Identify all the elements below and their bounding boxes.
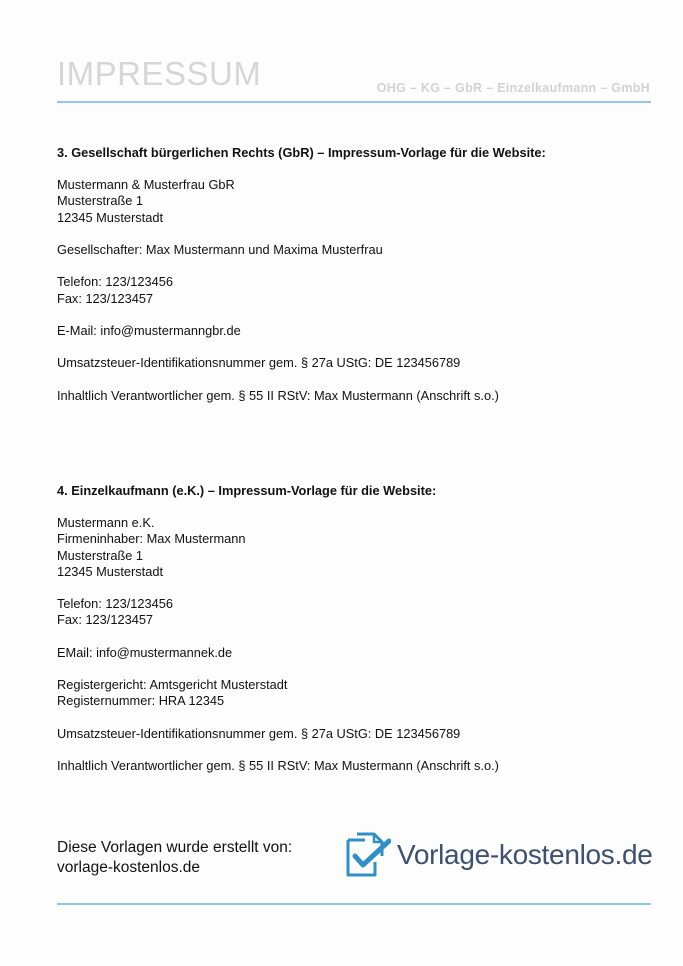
text-line: Telefon: 123/123456 — [57, 274, 173, 290]
text-line: Musterstraße 1 — [57, 193, 144, 209]
register-block — [57, 677, 651, 709]
text-line: Umsatzsteuer-Identifikationsnummer gem. § 27a UStG: DE 123456789 — [57, 725, 461, 741]
text-line: Telefon: 123/123456 — [57, 596, 173, 612]
text-line: Fax: 123/123457 — [57, 290, 154, 306]
document-check-icon — [345, 832, 391, 878]
text-line: Mustermann e.K. — [57, 515, 155, 531]
email-block — [57, 645, 651, 661]
text-line: Mustermann & Musterfrau GbR — [57, 177, 235, 193]
text-line: Inhaltlich Verantwortlicher gem. § 55 II RStV: Max Mustermann (Anschrift s.o.) — [57, 758, 499, 774]
section-heading: 3. Gesellschaft bürgerlichen Rechts (GbR) – Impressum-Vorlage für die Website: — [57, 145, 546, 160]
footer-line: Diese Vorlagen wurde erstellt von: — [57, 839, 293, 856]
responsible-block — [57, 388, 651, 404]
phone-block — [57, 274, 651, 306]
section-einzelkaufmann — [57, 483, 651, 791]
brand-logo[interactable] — [345, 831, 655, 879]
text-line: 12345 Musterstadt — [57, 209, 163, 225]
page-title: IMPRESSUM — [57, 55, 262, 92]
text-line: 12345 Musterstadt — [57, 563, 163, 579]
section-heading: 4. Einzelkaufmann (e.K.) – Impressum-Vorlage für die Website: — [57, 483, 437, 498]
text-line: Gesellschafter: Max Mustermann und Maxima Musterfrau — [57, 242, 383, 257]
partners-block — [57, 242, 651, 258]
footer-divider — [57, 903, 651, 905]
text-line: Registernummer: HRA 12345 — [57, 693, 225, 709]
section-gbr — [57, 145, 651, 420]
logo-text: Vorlage-kostenlos.de — [397, 839, 653, 870]
text-line: Firmeninhaber: Max Mustermann — [57, 531, 246, 547]
footer-credit — [57, 838, 292, 877]
vat-block — [57, 726, 651, 742]
header-divider — [57, 101, 651, 103]
page-subtitle: OHG – KG – GbR – Einzelkaufmann – GmbH — [376, 81, 650, 95]
text-line: EMail: info@mustermannek.de — [57, 644, 233, 660]
vat-block — [57, 355, 651, 371]
text-line: Registergericht: Amtsgericht Musterstadt — [57, 677, 288, 693]
text-line: Musterstraße 1 — [57, 547, 144, 563]
text-line: Inhaltlich Verantwortlicher gem. § 55 II RStV: Max Mustermann (Anschrift s.o.) — [57, 387, 499, 403]
responsible-block — [57, 758, 651, 774]
address-block — [57, 515, 651, 580]
text-line: Umsatzsteuer-Identifikationsnummer gem. § 27a UStG: DE 123456789 — [57, 355, 461, 371]
footer-link[interactable]: vorlage-kostenlos.de — [57, 858, 201, 876]
phone-block — [57, 596, 651, 628]
email-block — [57, 323, 651, 339]
text-line: Fax: 123/123457 — [57, 612, 154, 628]
text-line: E-Mail: info@mustermanngbr.de — [57, 322, 241, 338]
address-block — [57, 177, 651, 226]
